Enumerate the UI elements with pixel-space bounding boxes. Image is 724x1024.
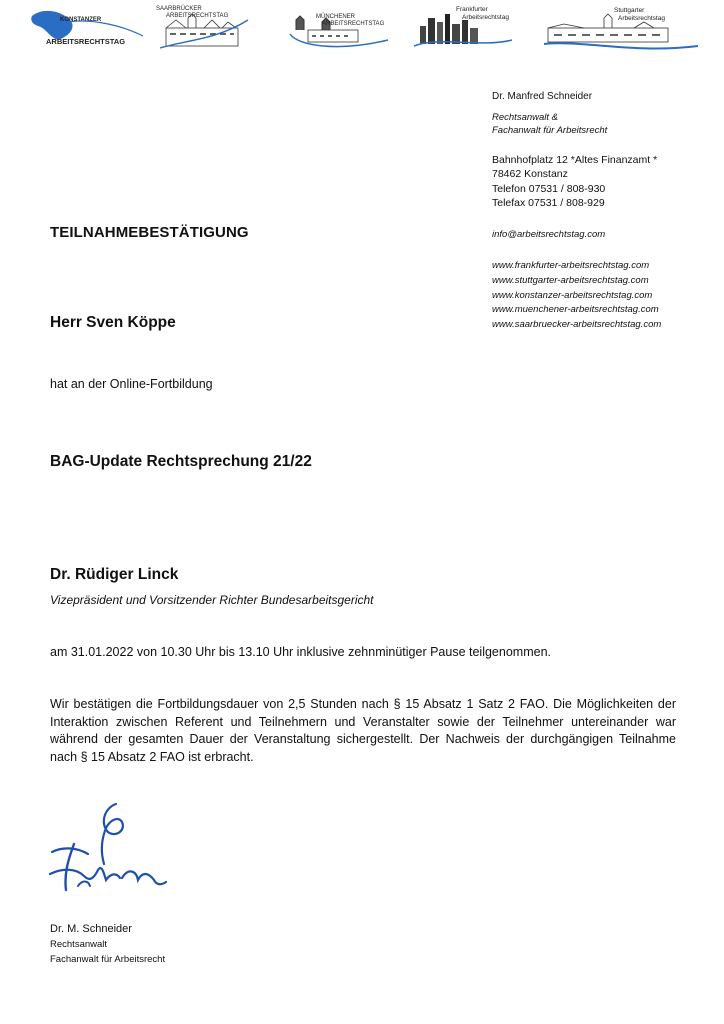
logo-muenchen-bottom: ARBEITSRECHTSTAG bbox=[322, 21, 385, 27]
logo-muenchen-top: MÜNCHENER bbox=[316, 14, 355, 20]
confirmation-paragraph: Wir bestätigen die Fortbildungsdauer von 2,5 Stunden nach § 15 Absatz 1 Satz 2 FAO. Die Möglichkeiten der Interaktion zwischen Referent und Teilnehmern und Veranstalter sowie der Teilnehmer untereinander war während der gesamten Dauer der Veranstaltung sichergestellt. Der Nachweis der durchgängigen Teilnahme nach § 15 Absatz 2 FAO ist erbracht. bbox=[50, 697, 676, 764]
recipient-name: Herr Sven Köppe bbox=[50, 314, 176, 331]
sender-title-2: Fachanwalt für Arbeitsrecht bbox=[492, 124, 608, 136]
sender-fax: Telefax 07531 / 808-929 bbox=[492, 197, 605, 210]
website-link[interactable]: www.muenchener-arbeitsrechtstag.com bbox=[492, 304, 659, 316]
intro-text: hat an der Online-Fortbildung bbox=[50, 377, 213, 391]
logo-stuttgart-top: Stuttgarter bbox=[614, 7, 645, 14]
course-title: BAG-Update Rechtsprechung 21/22 bbox=[50, 453, 312, 470]
logo-frankfurt-bottom: Arbeitsrechtstag bbox=[462, 14, 509, 21]
website-link[interactable]: www.stuttgarter-arbeitsrechtstag.com bbox=[492, 274, 649, 286]
logo-konstanz-top: KONSTANZER bbox=[60, 17, 102, 23]
logo-frankfurt bbox=[410, 6, 516, 52]
sender-block bbox=[492, 90, 717, 332]
logo-stuttgart bbox=[544, 6, 700, 56]
logo-saarbruecken-bottom: ARBEITSRECHTSTAG bbox=[166, 13, 229, 19]
signature-title-1: Rechtsanwalt bbox=[50, 939, 108, 950]
website-link[interactable]: www.frankfurter-arbeitsrechtstag.com bbox=[492, 260, 650, 272]
signature-name: Dr. M. Schneider bbox=[50, 923, 132, 935]
sender-address-1: Bahnhofplatz 12 *Altes Finanzamt * bbox=[492, 153, 658, 166]
speaker-role: Vizepräsident und Vorsitzender Richter Bundesarbeitsgericht bbox=[50, 593, 374, 607]
sender-name: Dr. Manfred Schneider bbox=[492, 91, 593, 102]
website-link[interactable]: www.saarbruecker-arbeitsrechtstag.com bbox=[492, 318, 662, 330]
signature-icon bbox=[44, 794, 174, 904]
signature-title-2: Fachanwalt für Arbeitsrecht bbox=[50, 954, 166, 965]
sender-address-2: 78462 Konstanz bbox=[492, 168, 568, 181]
logo-saarbruecken-top: SAARBRÜCKER bbox=[156, 6, 202, 12]
document-title: TEILNAHMEBESTÄTIGUNG bbox=[50, 224, 249, 241]
speaker-name: Dr. Rüdiger Linck bbox=[50, 566, 179, 583]
sender-phone: Telefon 07531 / 808-930 bbox=[492, 182, 606, 195]
sender-websites bbox=[492, 259, 717, 332]
logo-konstanz-bottom: ARBEITSRECHTSTAG bbox=[46, 37, 126, 46]
sender-email[interactable]: info@arbeitsrechtstag.com bbox=[492, 228, 606, 240]
logo-stuttgart-bottom: Arbeitsrechtstag bbox=[618, 15, 665, 22]
logo-frankfurt-top: Frankfurter bbox=[456, 6, 488, 13]
logo-saarbruecken bbox=[156, 6, 252, 52]
website-link[interactable]: www.konstanzer-arbeitsrechtstag.com bbox=[492, 289, 653, 301]
header-logos bbox=[0, 0, 724, 64]
sender-title-1: Rechtsanwalt & bbox=[492, 111, 559, 123]
date-line: am 31.01.2022 von 10.30 Uhr bis 13.10 Uhr inklusive zehnminütiger Pause teilgenommen. bbox=[50, 645, 551, 659]
signature-block bbox=[50, 922, 165, 967]
logo-muenchen bbox=[288, 12, 392, 52]
logo-konstanz bbox=[28, 6, 146, 48]
